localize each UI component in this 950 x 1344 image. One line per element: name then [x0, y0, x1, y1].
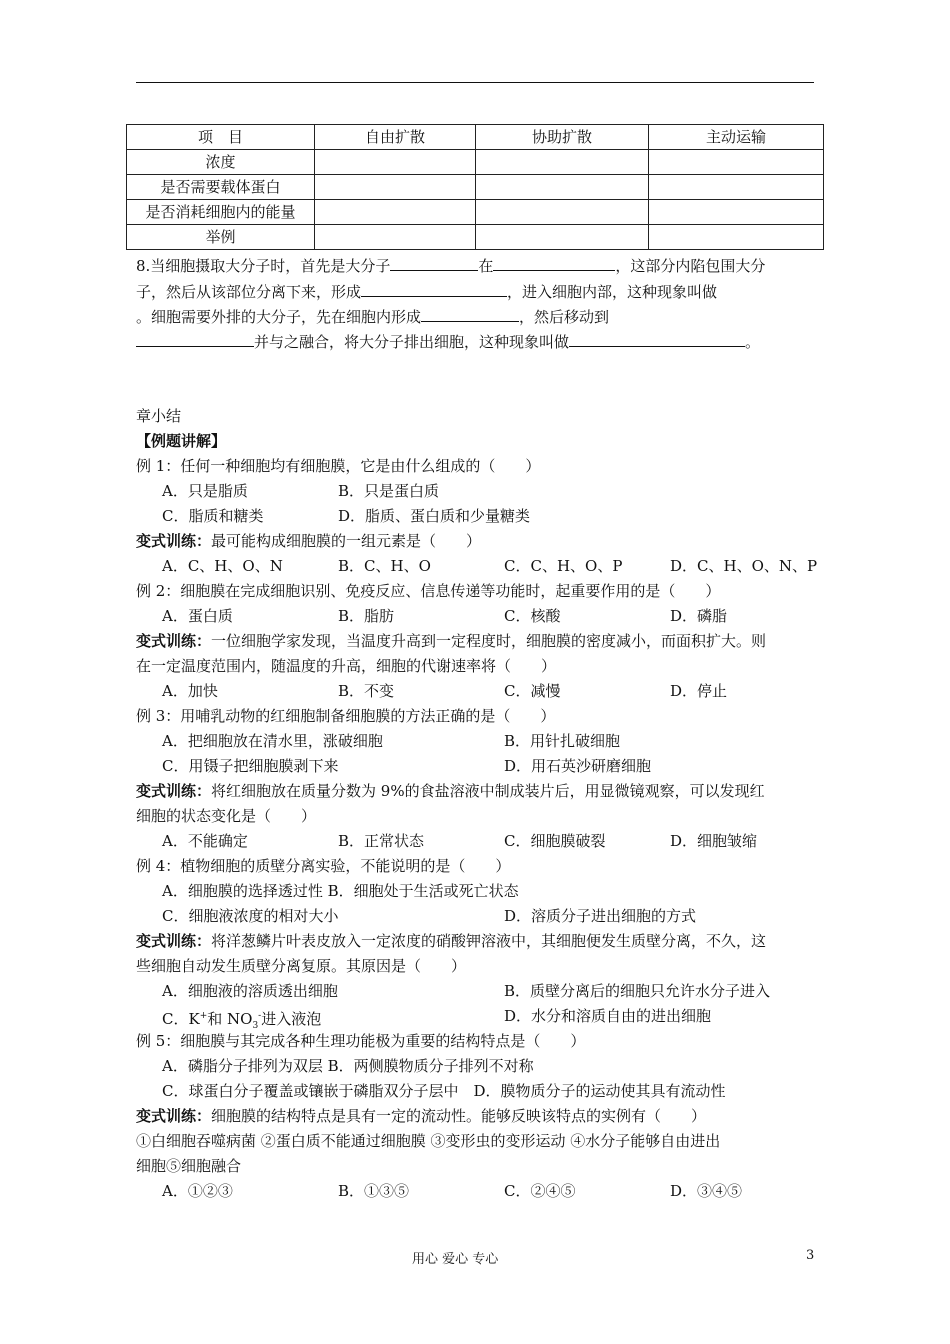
option-c[interactable]: C．C、H、O、P — [504, 557, 623, 575]
ex5-options-cd[interactable]: C．球蛋白分子覆盖或镶嵌于磷脂双分子层中 D．膜物质分子的运动使其具有流动性 — [162, 1082, 726, 1100]
empty-cell — [649, 200, 824, 225]
ex4-question: 例 4：植物细胞的质壁分离实验，不能说明的是（ ） — [136, 857, 511, 875]
option-d[interactable]: D．水分和溶质自由的进出细胞 — [504, 1007, 712, 1025]
q8-line-4: 并与之融合，将大分子排出细胞，这种现象叫做 。 — [136, 332, 760, 352]
q8-line-1: 8.当细胞摄取大分子时，首先是大分子 在 ，这部分内陷包围大分 — [136, 257, 766, 275]
header-cell: 项 目 — [127, 125, 315, 150]
option-b[interactable]: B．正常状态 — [338, 832, 425, 850]
option-b[interactable]: B．①③⑤ — [338, 1182, 410, 1200]
empty-cell — [649, 150, 824, 175]
option-c[interactable]: C．②④⑤ — [504, 1182, 576, 1200]
empty-cell — [315, 225, 476, 250]
footer-motto: 用心 爱心 专心 — [412, 1252, 499, 1267]
table-header-row — [127, 125, 824, 150]
empty-cell — [476, 225, 649, 250]
v4-question-1: 变式训练：将洋葱鳞片叶表皮放入一定浓度的硝酸钾溶液中，其细胞便发生质壁分离，不久，这 — [136, 932, 767, 950]
q8-line-2: 子，然后从该部位分离下来，形成 ，进入细胞内部，这种现象叫做 — [136, 283, 718, 301]
empty-cell — [649, 225, 824, 250]
option-d[interactable]: D．细胞皱缩 — [670, 832, 758, 850]
v2-question-2: 在一定温度范围内，随温度的升高，细胞的代谢速率将（ ） — [136, 657, 557, 675]
ex3-question: 例 3：用哺乳动物的红细胞制备细胞膜的方法正确的是（ ） — [136, 707, 556, 725]
option-d[interactable]: D．③④⑤ — [670, 1182, 743, 1200]
option-c[interactable]: C．减慢 — [504, 682, 561, 700]
row-label: 是否消耗细胞内的能量 — [127, 200, 315, 225]
ex5-question: 例 5：细胞膜与其完成各种生理功能极为重要的结构特点是（ ） — [136, 1032, 586, 1050]
page-number: 3 — [806, 1248, 815, 1263]
fill-blank[interactable] — [569, 332, 745, 347]
v1-question: 变式训练：最可能构成细胞膜的一组元素是（ ） — [136, 532, 482, 550]
table-row — [127, 150, 824, 175]
row-label: 是否需要载体蛋白 — [127, 175, 315, 200]
empty-cell — [315, 200, 476, 225]
option-c[interactable]: C．用镊子把细胞膜剥下来 — [162, 757, 339, 775]
empty-cell — [476, 150, 649, 175]
v5-statements-2: 细胞⑤细胞融合 — [136, 1157, 242, 1175]
option-c[interactable]: C．K+和 $NO_3^-$进入液泡 — [162, 1010, 322, 1031]
v5-statements-1: ①白细胞吞噬病菌 ②蛋白质不能通过细胞膜 ③变形虫的变形运动 ④水分子能够自由进出 — [136, 1132, 721, 1150]
transport-comparison-table — [126, 124, 824, 250]
ex5-options-ab[interactable]: A．磷脂分子排列为双层 B．两侧膜物质分子排列不对称 — [162, 1057, 534, 1075]
empty-cell — [476, 200, 649, 225]
table-row — [127, 225, 824, 250]
table-row — [127, 175, 824, 200]
option-a[interactable]: A．细胞液的溶质透出细胞 — [162, 982, 338, 1000]
empty-cell — [476, 175, 649, 200]
option-d[interactable]: D．C、H、O、N、P — [670, 557, 818, 575]
option-b[interactable]: B．质壁分离后的细胞只允许水分子进入 — [504, 982, 771, 1000]
option-c[interactable]: C．细胞液浓度的相对大小 — [162, 907, 339, 925]
option-a[interactable]: A．把细胞放在清水里，涨破细胞 — [162, 732, 383, 750]
option-a[interactable]: A．C、H、O、N — [162, 557, 283, 575]
option-c[interactable]: C．核酸 — [504, 607, 561, 625]
ex4-options-ab[interactable]: A．细胞膜的选择透过性 B．细胞处于生活或死亡状态 — [162, 882, 519, 900]
header-cell: 协助扩散 — [476, 125, 649, 150]
ex2-question: 例 2：细胞膜在完成细胞识别、免疫反应、信息传递等功能时，起重要作用的是（ ） — [136, 582, 721, 600]
row-label: 举例 — [127, 225, 315, 250]
option-d[interactable]: D．溶质分子进出细胞的方式 — [504, 907, 697, 925]
v2-question-1: 变式训练：一位细胞学家发现，当温度升高到一定程度时，细胞膜的密度减小，而面积扩大。则 — [136, 632, 767, 650]
option-d[interactable]: D．停止 — [670, 682, 728, 700]
header-cell: 自由扩散 — [315, 125, 476, 150]
option-a[interactable]: A．①②③ — [162, 1182, 233, 1200]
option-a[interactable]: A．蛋白质 — [162, 607, 233, 625]
v3-question-1: 变式训练：将红细胞放在质量分数为 9%的食盐溶液中制成装片后，用显微镜观察，可以发现红 — [136, 782, 765, 800]
option-d[interactable]: D．用石英沙研磨细胞 — [504, 757, 652, 775]
table-row — [127, 200, 824, 225]
empty-cell — [315, 150, 476, 175]
option-b[interactable]: B．脂肪 — [338, 607, 395, 625]
fill-blank[interactable] — [493, 256, 615, 271]
option-d[interactable]: D．脂质、蛋白质和少量糖类 — [338, 507, 531, 525]
fill-blank[interactable] — [361, 282, 507, 297]
option-a[interactable]: A．不能确定 — [162, 832, 248, 850]
q8-line-3: 。细胞需要外排的大分子，先在细胞内形成 ，然后移动到 — [136, 308, 610, 326]
v5-question: 变式训练：细胞膜的结构特点是具有一定的流动性。能够反映该特点的实例有（ ） — [136, 1107, 707, 1125]
option-b[interactable]: B．不变 — [338, 682, 395, 700]
empty-cell — [315, 175, 476, 200]
ex1-question: 例 1：任何一种细胞均有细胞膜，它是由什么组成的（ ） — [136, 457, 541, 475]
fill-blank[interactable] — [390, 256, 478, 271]
option-b[interactable]: B．用针扎破细胞 — [504, 732, 621, 750]
option-c[interactable]: C．脂质和糖类 — [162, 507, 264, 525]
example-heading: 【例题讲解】 — [136, 432, 227, 450]
empty-cell — [649, 175, 824, 200]
fill-blank[interactable] — [421, 307, 519, 322]
option-a[interactable]: A．加快 — [162, 682, 218, 700]
v3-question-2: 细胞的状态变化是（ ） — [136, 807, 317, 825]
section-title: 章小结 — [136, 407, 182, 425]
option-d[interactable]: D．磷脂 — [670, 607, 728, 625]
fill-blank[interactable] — [136, 332, 254, 347]
row-label: 浓度 — [127, 150, 315, 175]
option-b[interactable]: B．只是蛋白质 — [338, 482, 440, 500]
header-cell: 主动运输 — [649, 125, 824, 150]
option-a[interactable]: A．只是脂质 — [162, 482, 248, 500]
option-b[interactable]: B．C、H、O — [338, 557, 431, 575]
header-rule — [136, 82, 814, 83]
option-c[interactable]: C．细胞膜破裂 — [504, 832, 606, 850]
v4-question-2: 些细胞自动发生质壁分离复原。其原因是（ ） — [136, 957, 467, 975]
